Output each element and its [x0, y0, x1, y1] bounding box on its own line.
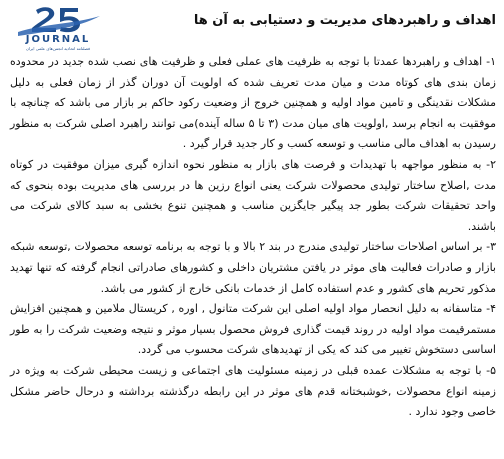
paragraph-3: ۳- بر اساس اصلاحات ساختار تولیدی مندرج در بند ۲ بالا و با توجه به برنامه توسعه محصولات ,توسعه شبکه بازار و صادرات فعالیت های موثر در یافتن مشتریان داخلی و کشورهای صادراتی انجام گرفته که تنها تهدید مذکور تحریم های کشور و عدم استفاده کامل از خدمات بانکی خارج از کشور می باشد. — [10, 240, 496, 295]
paragraph-5: ۵- با توجه به مشکلات عمده قبلی در زمینه مسئولیت های اجتماعی و زیست محیطی شرکت به ویژه در زمینه انواع محصولات ,خوشبختانه قدم های موثر در این رابطه درگذشته برداشته و درحال حاضر مشکل خاصی وجود ندارد . — [10, 363, 496, 419]
logo-caption: فصلنامه اتحادیه انجمن‌های علمی ایران — [25, 46, 91, 51]
paragraph-2: ۲- به منظور مواجهه با تهدیدات و فرصت های بازار به منظور نحوه اندازه گیری میزان موفقیت در کوتاه مدت ,اصلاح ساختار تولیدی محصولات شرکت یعنی انواع رزین ها در بررسی های مدیریت بوده بنحوی که واحد تحقیقات شرکت بطور جد پیگیر جایگزین مناسب و همچنین تنوع بخشی به سبد کالای شرکت می باشند. — [10, 157, 496, 233]
paragraph-4: ۴- متاسفانه به دلیل انحصار مواد اولیه اصلی این شرکت متانول , اوره , کریستال ملامین و همچنین افزایش مستمرقیمت مواد اولیه در روند قیمت گذاری فروش محصول بسیار موثر و نتیجه وضعیت شرکت را به طور اساسی دستخوش تغییر می کند که یکی از تهدیدهای شرکت محسوب می گردد. — [10, 302, 496, 357]
page-title: اهداف و راهبردهای مدیریت و دستیابی به آن ها — [193, 13, 496, 28]
logo-wordmark: JOURNAL — [25, 34, 91, 44]
body-text — [10, 52, 496, 423]
journal-logo — [12, 6, 104, 50]
paragraph-1: ۱- اهداف و راهبردها عمدتا با توجه به ظرفیت های عملی فعلی و ظرفیت های نصب شده جدید در محدوده زمان بندی های کوتاه مدت و میان مدت تعریف شده که اولویت آن دوران گذر از زمان فعلی به دلیل مشکلات نقدینگی و تامین مواد اولیه و همچنین خروج از وضعیت رکود حاکم بر بازار می باشد که چنانچه با موفقیت به انجام برسد ,اولویت های میان مدت (۳ تا ۵ ساله آینده)می توانند راهبرد اصلی شرکت به منظور رسیدن به اهداف مالی مناسب و توسعه کسب و کار جدید قرار گیرد . — [10, 55, 496, 151]
journal-logo-graphic — [12, 6, 104, 44]
